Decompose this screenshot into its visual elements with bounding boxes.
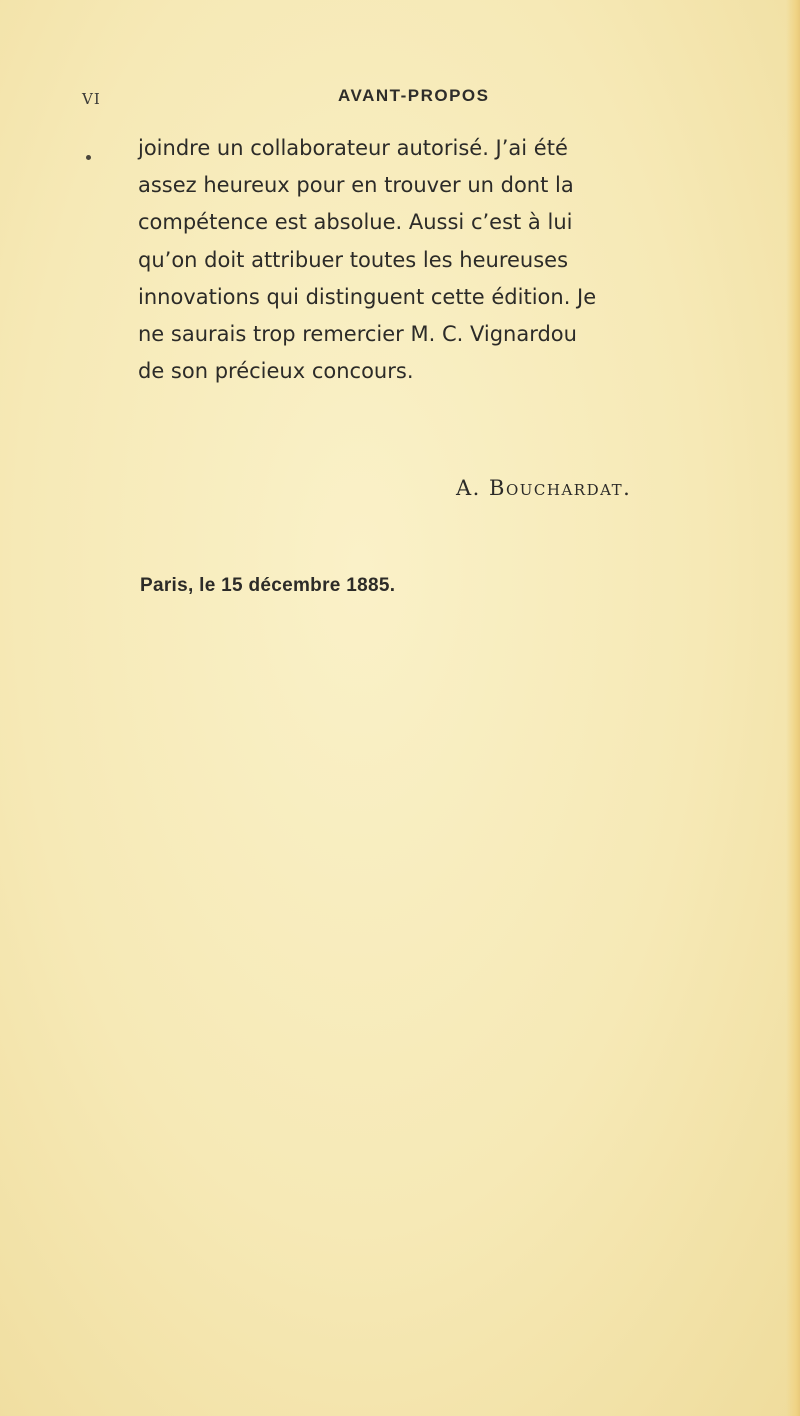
text-line: de son précieux concours.: [138, 359, 414, 384]
page-header: [82, 86, 722, 116]
author-signature: [456, 476, 631, 500]
text-line: joindre un collaborateur autorisé. J’ai été: [138, 136, 568, 160]
text-line: compétence est absolue. Aussi c’est à lui: [138, 210, 573, 235]
body-paragraph: [138, 130, 738, 390]
author-name: Bouchardat.: [489, 476, 632, 500]
page-edge-shadow: [786, 0, 800, 1416]
text-line: qu’on doit attribuer toutes les heureuses: [138, 247, 569, 272]
author-initial: A.: [456, 476, 481, 500]
running-head: AVANT-PROPOS: [338, 86, 490, 105]
paper-speck: [86, 155, 91, 160]
page-number: VI: [82, 90, 101, 108]
text-line: ne saurais trop remercier M. C. Vignardou: [138, 322, 577, 347]
text-line: innovations qui distinguent cette édition. Je: [138, 284, 597, 309]
dateline: Paris, le 15 décembre 1885.: [140, 575, 396, 596]
text-line: assez heureux pour en trouver un dont la: [138, 173, 574, 198]
